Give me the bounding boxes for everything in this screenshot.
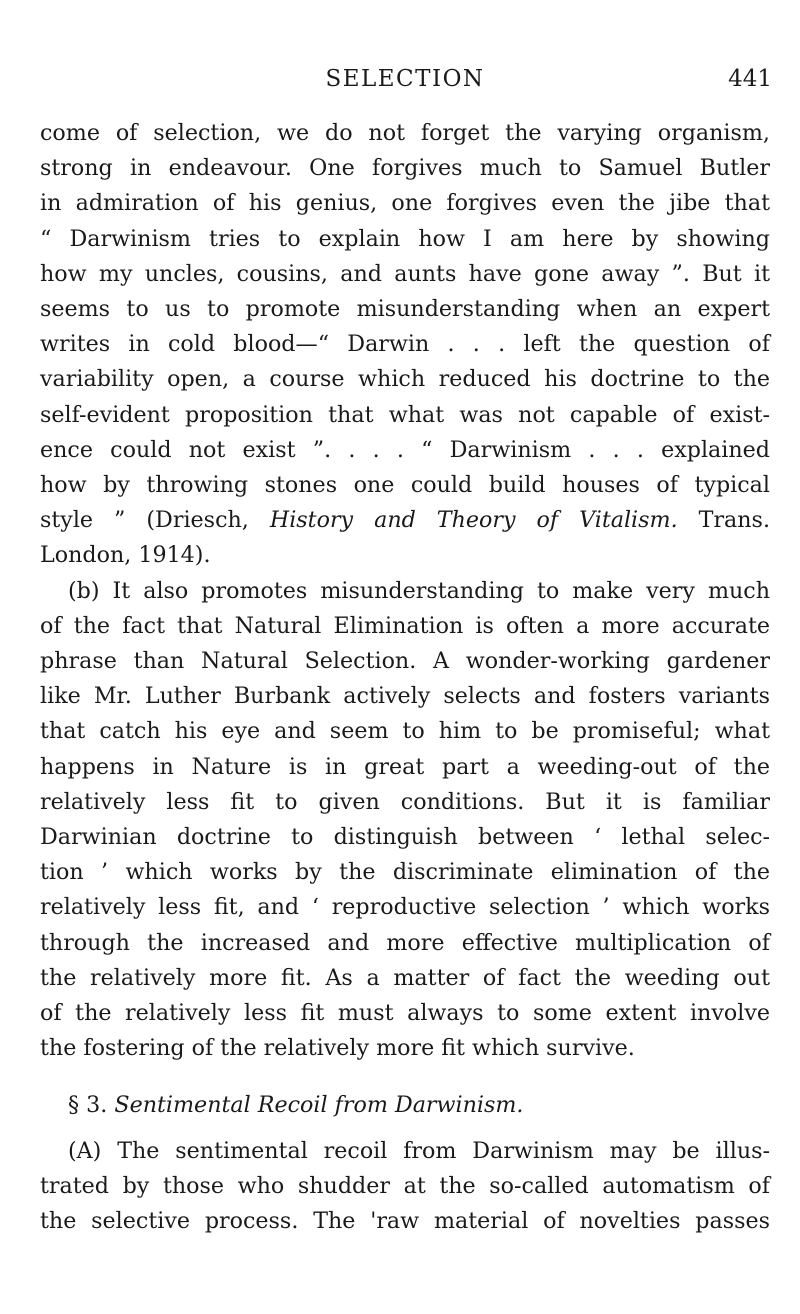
text-line: self-evident proposition that what was not capable of exist-: [40, 401, 770, 428]
text-line: how my uncles, cousins, and aunts have gone away ”. But it: [40, 260, 770, 287]
text-line: variability open, a course which reduced his doctrine to the: [40, 366, 770, 393]
text-line: how by throwing stones one could build houses of typical: [40, 472, 770, 499]
paragraph-3: [40, 1134, 770, 1240]
citation-lead: style ” (Driesch,: [40, 507, 270, 534]
text-line: the fostering of the relatively more fit which survive.: [40, 1035, 635, 1062]
item-label: (b): [68, 577, 100, 604]
text-line: relatively less fit to given conditions. But it is familiar: [40, 788, 770, 815]
text-line: ence could not exist ”. . . . “ Darwinism . . . explained: [40, 436, 770, 463]
book-title: History and Theory of Vitalism.: [269, 507, 678, 534]
text-line: [40, 503, 770, 538]
page-header: [38, 66, 772, 96]
text-line: tion ’ which works by the discriminate elimination of the: [40, 859, 770, 886]
running-head: SELECTION: [325, 66, 485, 92]
page-number: 441: [728, 66, 772, 92]
paragraph-1: [40, 116, 770, 574]
text-line: relatively less fit, and ‘ reproductive selection ’ which works: [40, 894, 770, 921]
text-line: trated by those who shudder at the so-called automatism of: [40, 1172, 770, 1199]
text-line: happens in Nature is in great part a weeding-out of the: [40, 753, 770, 780]
text-line: in admiration of his genius, one forgives even the jibe that: [40, 190, 770, 217]
text-line: through the increased and more effective multiplication of: [40, 929, 770, 956]
text-line: phrase than Natural Selection. A wonder-working gardener: [40, 648, 770, 675]
text-line: seems to us to promote misunderstanding when an expert: [40, 296, 770, 323]
text-line: Darwinian doctrine to distinguish between ‘ lethal selec-: [40, 824, 770, 851]
text-line: (b) It also promotes misunderstanding to make very much: [68, 577, 770, 604]
citation-tail: Trans.: [677, 507, 771, 534]
text-line: the relatively more fit. As a matter of fact the weeding out: [40, 964, 770, 991]
text-line: come of selection, we do not forget the varying organism,: [40, 120, 770, 146]
paragraph-2: [40, 574, 770, 1067]
text-line: the selective process. The 'raw material of novelties passes: [40, 1208, 770, 1235]
section-heading: [40, 1088, 770, 1123]
section-title: Sentimental Recoil from Darwinism.: [114, 1092, 524, 1119]
text-line: writes in cold blood—“ Darwin . . . left the question of: [40, 331, 770, 358]
body-text: [40, 116, 770, 1239]
text-line: of the fact that Natural Elimination is often a more accurate: [40, 612, 770, 639]
text-line: (A) The sentimental recoil from Darwinism may be illus-: [68, 1137, 770, 1164]
text-line: London, 1914).: [40, 542, 211, 569]
text-line: “ Darwinism tries to explain how I am here by showing: [40, 225, 770, 252]
text-line: strong in endeavour. One forgives much to Samuel Butler: [40, 155, 770, 182]
section-number: § 3.: [68, 1092, 108, 1119]
text-line: like Mr. Luther Burbank actively selects and fosters variants: [40, 683, 770, 710]
text-line: of the relatively less fit must always to some extent involve: [40, 1000, 770, 1027]
text-line: that catch his eye and seem to him to be promiseful; what: [40, 718, 770, 745]
